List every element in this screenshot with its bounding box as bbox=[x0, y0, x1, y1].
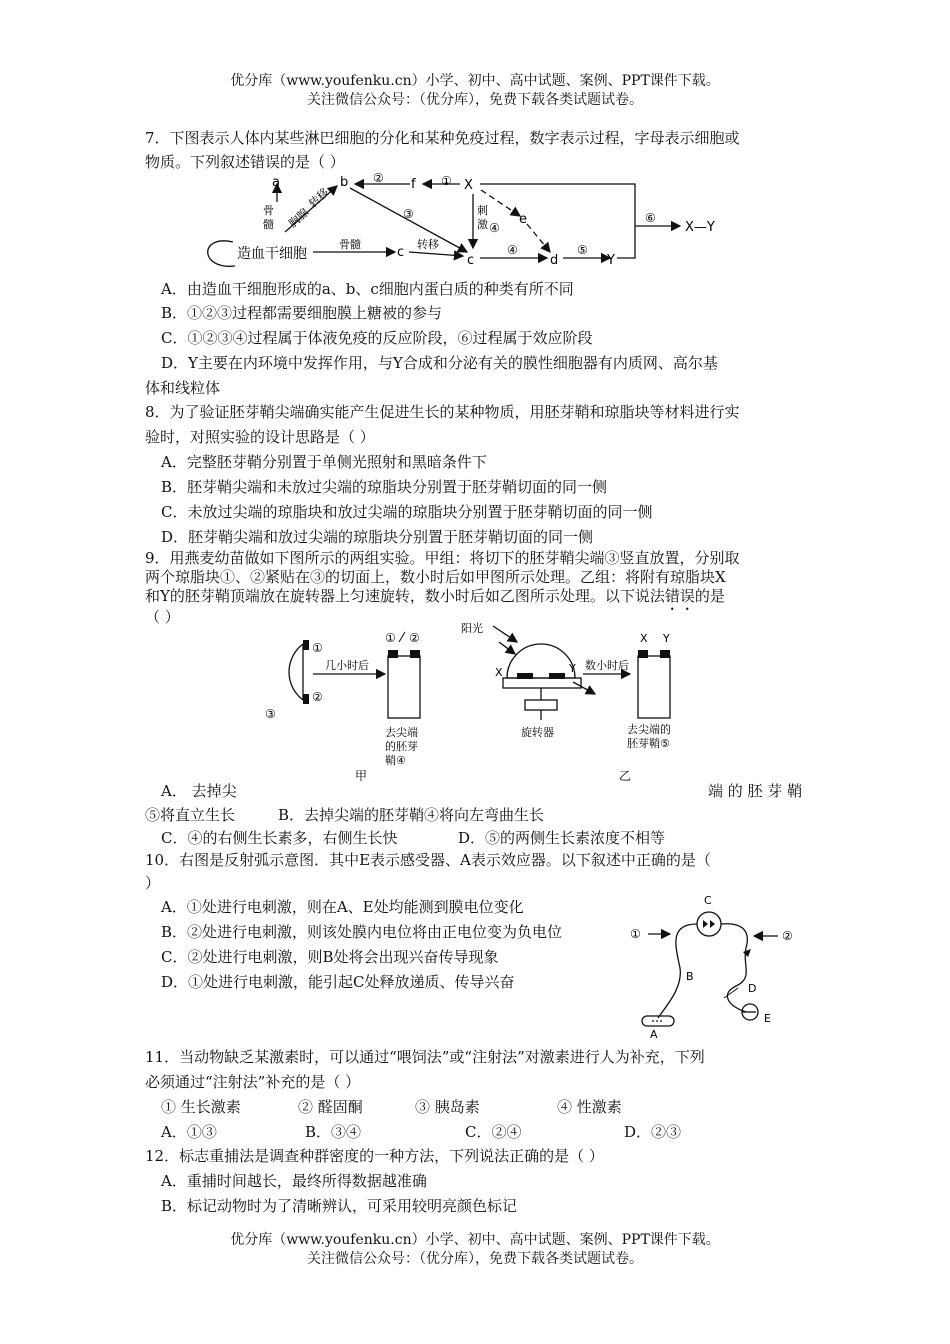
q10-option-b: B．②处进行电刺激，则该处膜内电位将由正电位变为负电位 bbox=[161, 923, 563, 941]
q7-label-transfer-c: 转移 bbox=[417, 238, 439, 251]
q9-stem-3c: 的是 bbox=[694, 587, 725, 605]
q10-label-C: C bbox=[704, 894, 712, 907]
footer-line-1: 优分库（www.youfenku.cn）小学、初中、高中试题、案例、PPT课件下载。 bbox=[230, 1232, 720, 1248]
q7-label-gu: 骨 bbox=[263, 204, 274, 217]
q7-option-d-1: D．Y主要在内环境中发挥作用，与Y合成和分泌有关的膜性细胞器有内质网、高尔基 bbox=[161, 354, 718, 372]
q9-stem-3a: 和Y的胚芽鞘顶端放在旋转器上匀速旋转，数小时后如乙图所示处理。以下说法 bbox=[145, 587, 665, 605]
q9-option-a-cont: ⑤将直立生长 bbox=[145, 806, 236, 824]
q7-stem-2: 物质。下列叙述错误的是（ ） bbox=[145, 153, 345, 171]
q10-point-2: ② bbox=[782, 929, 793, 943]
q9-group-yi: 乙 bbox=[619, 769, 632, 783]
q9-cut-1c: 鞘④ bbox=[385, 754, 406, 767]
q9-stem-emphasis: 错误 bbox=[664, 587, 695, 605]
q7-option-a: A．由造血干细胞形成的a、b、c细胞内蛋白质的种类有所不同 bbox=[161, 280, 574, 298]
q9-stem-2: 两个琼脂块①、②紧贴在③的切面上，数小时后如甲图所示处理。乙组：将附有琼脂块X bbox=[145, 568, 726, 586]
q9-cut-1a: 去尖端 bbox=[385, 726, 418, 739]
q11-hormone-4: ④ 性激素 bbox=[557, 1098, 622, 1116]
q11-option-a: A．①③ bbox=[161, 1123, 217, 1141]
q12-option-b: B．标记动物时为了清晰辨认，可采用较明亮颜色标记 bbox=[161, 1197, 518, 1215]
q7-option-c: C．①②③④过程属于体液免疫的反应阶段，⑥过程属于效应阶段 bbox=[161, 329, 593, 347]
q7-label-XY: X—Y bbox=[685, 220, 715, 235]
q9-block-2-top: ② bbox=[409, 631, 420, 645]
q9-block-1-top: ① bbox=[385, 631, 396, 645]
q9-block-1-left: ① bbox=[312, 641, 323, 655]
q7-option-d-2: 体和线粒体 bbox=[145, 379, 221, 397]
q11-option-d: D．②③ bbox=[624, 1123, 682, 1141]
q7-label-e: e bbox=[519, 212, 527, 227]
q7-label-c-small: c bbox=[397, 245, 405, 260]
q7-step-4b: ④ bbox=[507, 243, 518, 257]
q9-option-a-right: 端 的 胚 芽 鞘 bbox=[708, 782, 803, 800]
q10-label-D: D bbox=[748, 982, 757, 995]
q7-step-1: ① bbox=[441, 174, 452, 188]
q7-label-a: a bbox=[272, 175, 280, 190]
q8-option-d: D．胚芽鞘尖端和放过尖端的琼脂块分别置于胚芽鞘切面的同一侧 bbox=[161, 528, 594, 546]
q9-stem-1: 9．用燕麦幼苗做如下图所示的两组实验。甲组：将切下的胚芽鞘尖端③竖直放置，分别取 bbox=[145, 549, 740, 567]
q10-option-a: A．①处进行电刺激，则在A、E处均能测到膜电位变化 bbox=[161, 898, 524, 916]
q10-label-A: A bbox=[650, 1028, 658, 1038]
q10-option-d: D．①处进行电刺激，能引起C处释放递质、传导兴奋 bbox=[161, 973, 515, 991]
q7-step-5: ⑤ bbox=[577, 243, 588, 257]
q10-label-B: B bbox=[686, 970, 694, 983]
q7-lymphocyte-diagram bbox=[205, 172, 745, 272]
q7-label-stem-cell: 造血干细胞 bbox=[237, 246, 307, 262]
q9-cut-2a: 去尖端的 bbox=[627, 723, 671, 736]
q7-label-bone-marrow: 骨髓 bbox=[339, 238, 361, 251]
q9-cut-2b: 胚芽鞘⑤ bbox=[627, 737, 670, 750]
q9-stem-3 bbox=[145, 585, 725, 614]
q7-label-ji: 激 bbox=[477, 218, 488, 231]
q9-option-d: D．⑤的两侧生长素浓度不相等 bbox=[458, 829, 666, 847]
q9-experiment-diagram bbox=[255, 618, 725, 783]
q11-hormone-2: ② 醛固酮 bbox=[298, 1098, 363, 1116]
q9-block-2-left: ② bbox=[312, 690, 323, 704]
q11-option-c: C．②④ bbox=[465, 1123, 522, 1141]
q7-label-ci: 刺 bbox=[477, 204, 488, 217]
q8-stem-2: 验时，对照实验的设计思路是（ ） bbox=[145, 428, 375, 446]
q9-group-jia: 甲 bbox=[355, 769, 368, 783]
footer-line-2: 关注微信公众号：（优分库），免费下载各类试题试卷。 bbox=[307, 1251, 643, 1267]
q12-option-a: A．重捕时间越长，最终所得数据越准确 bbox=[161, 1172, 427, 1190]
q10-option-c: C．②处进行电刺激，则B处将会出现兴奋传导现象 bbox=[161, 948, 499, 966]
q9-block-X-top: X bbox=[640, 632, 648, 645]
q7-label-f: f bbox=[411, 177, 416, 192]
q7-label-b: b bbox=[340, 175, 349, 190]
q7-label-thymus: 胸腺 bbox=[286, 205, 312, 231]
q7-step-2: ② bbox=[373, 172, 384, 185]
q10-reflex-arc-diagram bbox=[628, 888, 808, 1038]
q7-step-6: ⑥ bbox=[645, 211, 656, 225]
q7-label-d: d bbox=[550, 253, 559, 268]
q7-stem-1: 7．下图表示人体内某些淋巴细胞的分化和某种免疫过程，数字表示过程，字母表示细胞或 bbox=[145, 129, 740, 147]
q8-option-c: C．未放过尖端的琼脂块和放过尖端的琼脂块分别置于胚芽鞘切面的同一侧 bbox=[161, 503, 653, 521]
q7-label-Y: Y bbox=[607, 253, 615, 268]
q9-option-a-left: A． 去掉尖 bbox=[161, 782, 237, 800]
q9-stem-4: （ ） bbox=[145, 608, 180, 626]
header-line-2: 关注微信公众号：（优分库），免费下载各类试题试卷。 bbox=[307, 92, 643, 108]
q10-stem-1: 10．右图是反射弧示意图．其中E表示感受器、A表示效应器。以下叙述中正确的是（ bbox=[145, 851, 711, 869]
q7-label-sui: 髓 bbox=[263, 218, 274, 231]
q7-label-c: c bbox=[467, 253, 475, 268]
q11-stem-1: 11．当动物缺乏某激素时，可以通过“喂饲法”或“注射法”对激素进行人为补充，下列 bbox=[145, 1048, 705, 1066]
q7-step-4a: ④ bbox=[489, 221, 500, 235]
q12-stem: 12．标志重捕法是调查种群密度的一种方法，下列说法正确的是（ ） bbox=[145, 1147, 604, 1165]
q8-option-a: A．完整胚芽鞘分别置于单侧光照射和黑暗条件下 bbox=[161, 453, 487, 471]
q9-tip-3: ③ bbox=[265, 707, 276, 721]
q10-point-1: ① bbox=[630, 927, 641, 941]
q10-label-E: E bbox=[764, 1012, 771, 1025]
q8-option-b: B．胚芽鞘尖端和未放过尖端的琼脂块分别置于胚芽鞘切面的同一侧 bbox=[161, 478, 608, 496]
q7-option-b: B．①②③过程都需要细胞膜上糖被的参与 bbox=[161, 304, 443, 322]
header-line-1: 优分库（www.youfenku.cn）小学、初中、高中试题、案例、PPT课件下载。 bbox=[230, 73, 720, 89]
page-footer bbox=[0, 1231, 950, 1269]
q9-block-Y: Y bbox=[569, 662, 576, 675]
q11-option-b: B．③④ bbox=[305, 1123, 362, 1141]
q7-step-3: ③ bbox=[403, 207, 414, 221]
page-header bbox=[0, 72, 950, 110]
q9-block-X: X bbox=[495, 666, 503, 679]
q9-hours-2: 数小时后 bbox=[585, 659, 629, 672]
q7-label-X: X bbox=[464, 178, 473, 193]
q11-hormone-3: ③ 胰岛素 bbox=[415, 1098, 480, 1116]
q8-stem-1: 8．为了验证胚芽鞘尖端确实能产生促进生长的某种物质，用胚芽鞘和琼脂块等材料进行实 bbox=[145, 403, 740, 421]
q9-rotator: 旋转器 bbox=[521, 726, 554, 739]
q11-hormone-1: ① 生长激素 bbox=[161, 1098, 241, 1116]
q11-stem-2: 必须通过“注射法”补充的是（ ） bbox=[145, 1073, 361, 1091]
q9-option-c: C．④的右侧生长素多，右侧生长快 bbox=[161, 829, 398, 847]
q9-cut-1b: 的胚芽 bbox=[385, 740, 418, 753]
q7-label-transfer-b: 转移 bbox=[306, 185, 332, 211]
q9-block-Y-top: Y bbox=[663, 632, 670, 645]
q9-hours-1: 几小时后 bbox=[325, 659, 369, 672]
q9-option-b: B．去掉尖端的胚芽鞘④将向左弯曲生长 bbox=[278, 806, 545, 824]
q10-stem-2: ） bbox=[145, 874, 161, 892]
q9-sunlight: 阳光 bbox=[461, 622, 483, 635]
